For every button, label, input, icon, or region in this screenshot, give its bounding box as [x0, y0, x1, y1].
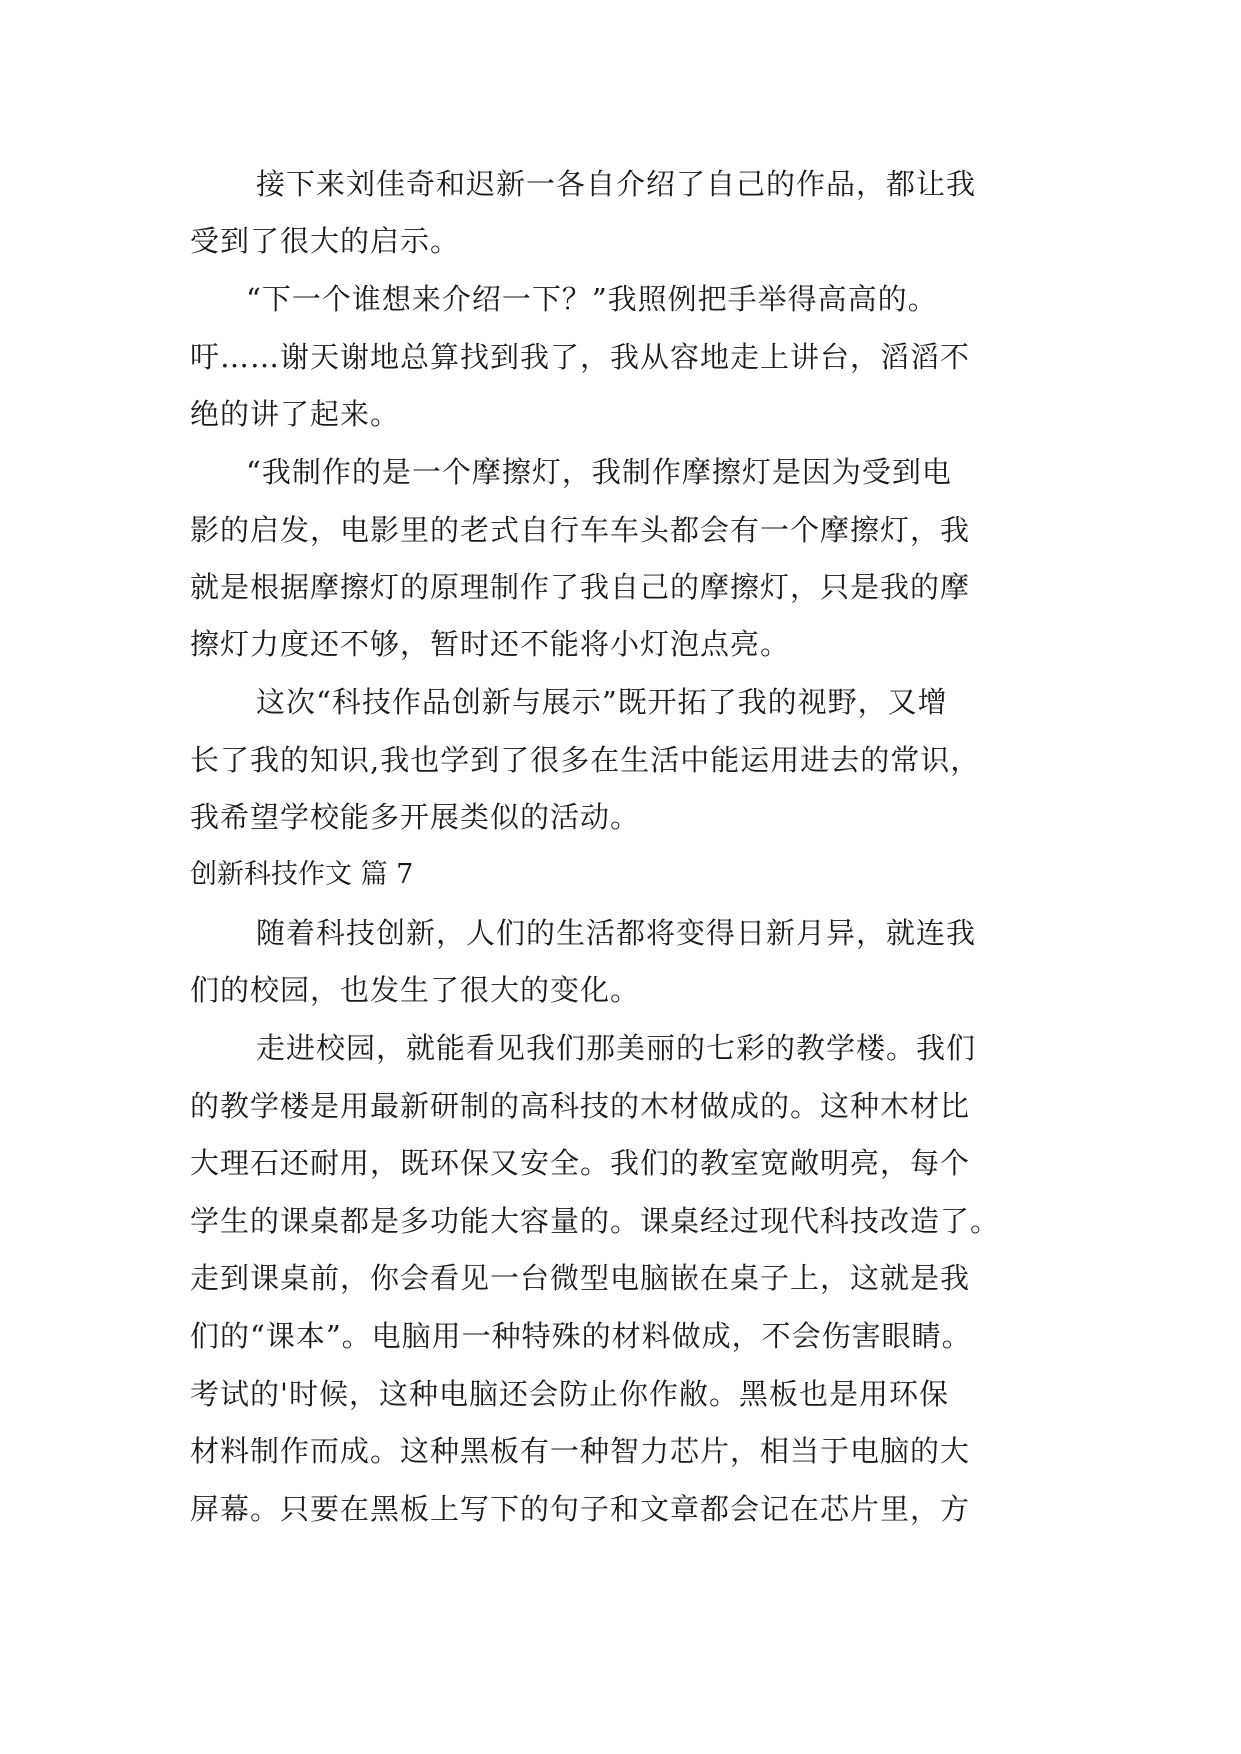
text-line: 大理石还耐用，既环保又安全。我们的教室宽敞明亮，每个: [190, 1146, 971, 1180]
text-line: 的教学楼是用最新研制的高科技的木材做成的。这种木材比: [190, 1089, 971, 1123]
text-line: “下一个谁想来介绍一下？”我照例把手举得高高的。: [246, 282, 938, 316]
text-line: 受到了很大的启示。: [190, 224, 461, 258]
text-line: 走进校园，就能看见我们那美丽的七彩的教学楼。我们: [256, 1031, 977, 1065]
text-line: 材料制作而成。这种黑板有一种智力芯片，相当于电脑的大: [190, 1434, 971, 1468]
text-line: 擦灯力度还不够，暂时还不能将小灯泡点亮。: [190, 627, 791, 661]
text-line: 走到课桌前，你会看见一台微型电脑嵌在桌子上，这就是我: [190, 1261, 971, 1295]
text-line: 影的启发，电影里的老式自行车车头都会有一个摩擦灯，我: [190, 513, 971, 547]
text-line: 就是根据摩擦灯的原理制作了我自己的摩擦灯，只是我的摩: [190, 570, 971, 604]
text-line: 们的“课本”。电脑用一种特殊的材料做成，不会伤害眼睛。: [190, 1319, 972, 1353]
text-line: 屏幕。只要在黑板上写下的句子和文章都会记在芯片里，方: [190, 1492, 971, 1526]
text-line: 们的校园，也发生了很大的变化。: [190, 973, 641, 1007]
text-line: 随着科技创新，人们的生活都将变得日新月异，就连我: [256, 916, 977, 950]
text-line: 考试的'时候，这种电脑还会防止你作敝。黑板也是用环保: [190, 1377, 949, 1411]
text-line: “我制作的是一个摩擦灯，我制作摩擦灯是因为受到电: [246, 455, 952, 489]
text-line: 接下来刘佳奇和迟新一各自介绍了自己的作品，都让我: [256, 167, 977, 201]
text-line: 吁……谢天谢地总算找到我了，我从容地走上讲台，滔滔不: [190, 340, 971, 374]
text-line: 长了我的知识,我也学到了很多在生活中能运用进去的常识，: [190, 743, 981, 777]
text-line: 我希望学校能多开展类似的活动。: [190, 800, 641, 834]
text-line: 绝的讲了起来。: [190, 397, 401, 431]
section-heading: 创新科技作文 篇 7: [190, 859, 414, 890]
text-line: 这次“科技作品创新与展示”既开拓了我的视野，又增: [256, 685, 948, 719]
text-line: 学生的课桌都是多功能大容量的。课桌经过现代科技改造了。: [190, 1204, 1001, 1238]
